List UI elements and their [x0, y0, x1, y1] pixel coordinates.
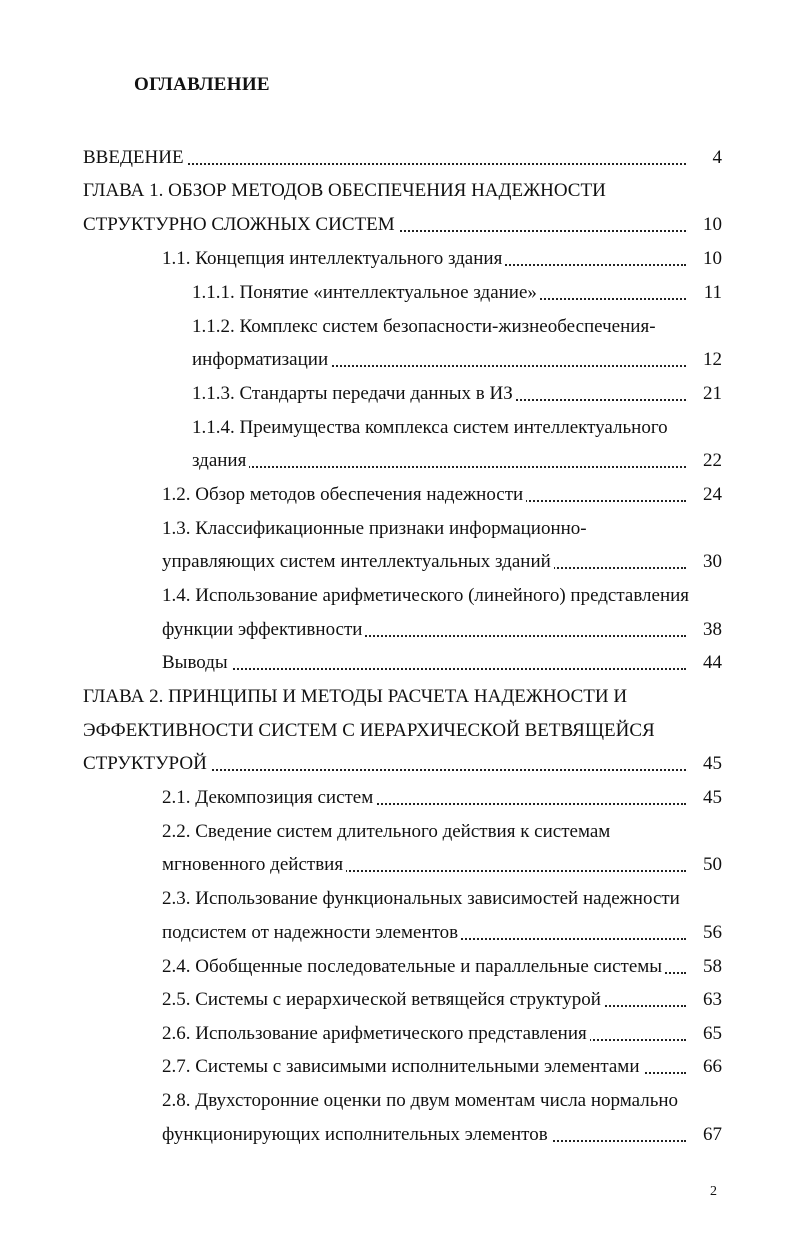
dot-leader	[192, 466, 686, 468]
toc-page-number: 56	[703, 922, 722, 943]
toc-page-number: 22	[703, 450, 722, 471]
toc-page-number: 45	[703, 787, 722, 808]
toc-entry-2-2-line1[interactable]: 2.2. Сведение систем длительного действия к системам	[162, 821, 611, 842]
toc-entry-text: 2.6. Использование арифметического представления	[162, 1023, 590, 1044]
toc-page-number: 10	[703, 248, 722, 269]
toc-entry-text: мгновенного действия	[162, 854, 346, 875]
toc-chapter-2-heading-line1[interactable]: ГЛАВА 2. ПРИНЦИПЫ И МЕТОДЫ РАСЧЕТА НАДЕЖНОСТИ И	[83, 686, 628, 707]
toc-entry-1-4[interactable]	[162, 617, 686, 643]
toc-page-number: 66	[703, 1056, 722, 1077]
toc-entry-2-3[interactable]	[162, 920, 686, 946]
dot-leader	[162, 668, 686, 670]
toc-page-number: 67	[703, 1124, 722, 1145]
toc-entry-text: 2.5. Системы с иерархической ветвящейся структурой	[162, 989, 604, 1010]
toc-entry-text: здания	[192, 450, 249, 471]
toc-page-number: 21	[703, 383, 722, 404]
toc-entry-1-1-2[interactable]	[192, 347, 686, 373]
toc-entry-1-4-line1[interactable]: 1.4. Использование арифметического (линейного) представления	[162, 585, 690, 606]
toc-entry-2-6[interactable]	[162, 1021, 686, 1047]
toc-entry-2-8-line1[interactable]: 2.8. Двухсторонние оценки по двум моментам числа нормально	[162, 1090, 679, 1111]
toc-entry-conclusions-1[interactable]	[162, 650, 686, 676]
toc-entry-2-3-line1[interactable]: 2.3. Использование функциональных зависимостей надежности	[162, 888, 680, 909]
toc-page-number: 4	[712, 147, 722, 168]
toc-entry-text: 2.4. Обобщенные последовательные и параллельные системы	[162, 956, 665, 977]
toc-entry-text: 1.2. Обзор методов обеспечения надежности	[162, 484, 526, 505]
toc-entry-2-5[interactable]	[162, 987, 686, 1013]
toc-entry-2-2[interactable]	[162, 852, 686, 878]
toc-entry-1-1-2-line1[interactable]: 1.1.2. Комплекс систем безопасности-жизнеобеспечения-	[192, 316, 656, 337]
toc-entry-text: функционирующих исполнительных элементов	[162, 1124, 551, 1145]
toc-entry-text: 1.1.3. Стандарты передачи данных в ИЗ	[192, 383, 516, 404]
toc-entry-1-1-4[interactable]	[192, 448, 686, 474]
page-number-footer: 2	[710, 1184, 717, 1199]
toc-entry-text: 1.1.1. Понятие «интеллектуальное здание»	[192, 282, 540, 303]
toc-entry-2-4[interactable]	[162, 954, 686, 980]
toc-entry-text: подсистем от надежности элементов	[162, 922, 461, 943]
toc-page-number: 38	[703, 619, 722, 640]
toc-page-number: 24	[703, 484, 722, 505]
toc-entry-1-1[interactable]	[162, 246, 686, 272]
toc-chapter-2-heading-line2[interactable]: ЭФФЕКТИВНОСТИ СИСТЕМ С ИЕРАРХИЧЕСКОЙ ВЕТВЯЩЕЙСЯ	[83, 720, 655, 741]
page-title: ОГЛАВЛЕНИЕ	[134, 74, 270, 95]
toc-chapter-1-heading-line1[interactable]: ГЛАВА 1. ОБЗОР МЕТОДОВ ОБЕСПЕЧЕНИЯ НАДЕЖНОСТИ	[83, 180, 606, 201]
toc-page-number: 58	[703, 956, 722, 977]
toc-page-number: 45	[703, 753, 722, 774]
toc-entry-text: ВВЕДЕНИЕ	[83, 147, 187, 168]
toc-page-number: 65	[703, 1023, 722, 1044]
toc-entry-text: СТРУКТУРНО СЛОЖНЫХ СИСТЕМ	[83, 214, 398, 235]
toc-entry-intro[interactable]	[83, 145, 686, 171]
toc-entry-text: 2.7. Системы с зависимыми исполнительными элементами	[162, 1056, 643, 1077]
toc-entry-text: информатизации	[192, 349, 331, 370]
toc-entry-text: 1.1. Концепция интеллектуального здания	[162, 248, 505, 269]
toc-page-number: 50	[703, 854, 722, 875]
toc-entry-1-3[interactable]	[162, 549, 686, 575]
toc-entry-1-3-line1[interactable]: 1.3. Классификационные признаки информационно-	[162, 518, 587, 539]
toc-page-number: 12	[703, 349, 722, 370]
toc-entry-chapter-2[interactable]	[83, 751, 686, 777]
toc-entry-chapter-1[interactable]	[83, 212, 686, 238]
toc-page-number: 63	[703, 989, 722, 1010]
toc-entry-1-1-4-line1[interactable]: 1.1.4. Преимущества комплекса систем интеллектуального	[192, 417, 668, 438]
toc-page-number: 11	[703, 282, 722, 303]
toc-entry-text: управляющих систем интеллектуальных зданий	[162, 551, 554, 572]
toc-entry-text: функции эффективности	[162, 619, 365, 640]
toc-entry-text: СТРУКТУРОЙ	[83, 753, 210, 774]
toc-page-number: 44	[703, 652, 722, 673]
toc-entry-text: Выводы	[162, 652, 231, 673]
toc-page-number: 30	[703, 551, 722, 572]
toc-entry-2-8[interactable]	[162, 1122, 686, 1148]
toc-entry-1-2[interactable]	[162, 482, 686, 508]
toc-entry-text: 2.1. Декомпозиция систем	[162, 787, 376, 808]
toc-entry-1-1-3[interactable]	[192, 381, 686, 407]
toc-entry-2-1[interactable]	[162, 785, 686, 811]
toc-entry-2-7[interactable]	[162, 1054, 686, 1080]
toc-entry-1-1-1[interactable]	[192, 280, 686, 306]
toc-page-number: 10	[703, 214, 722, 235]
